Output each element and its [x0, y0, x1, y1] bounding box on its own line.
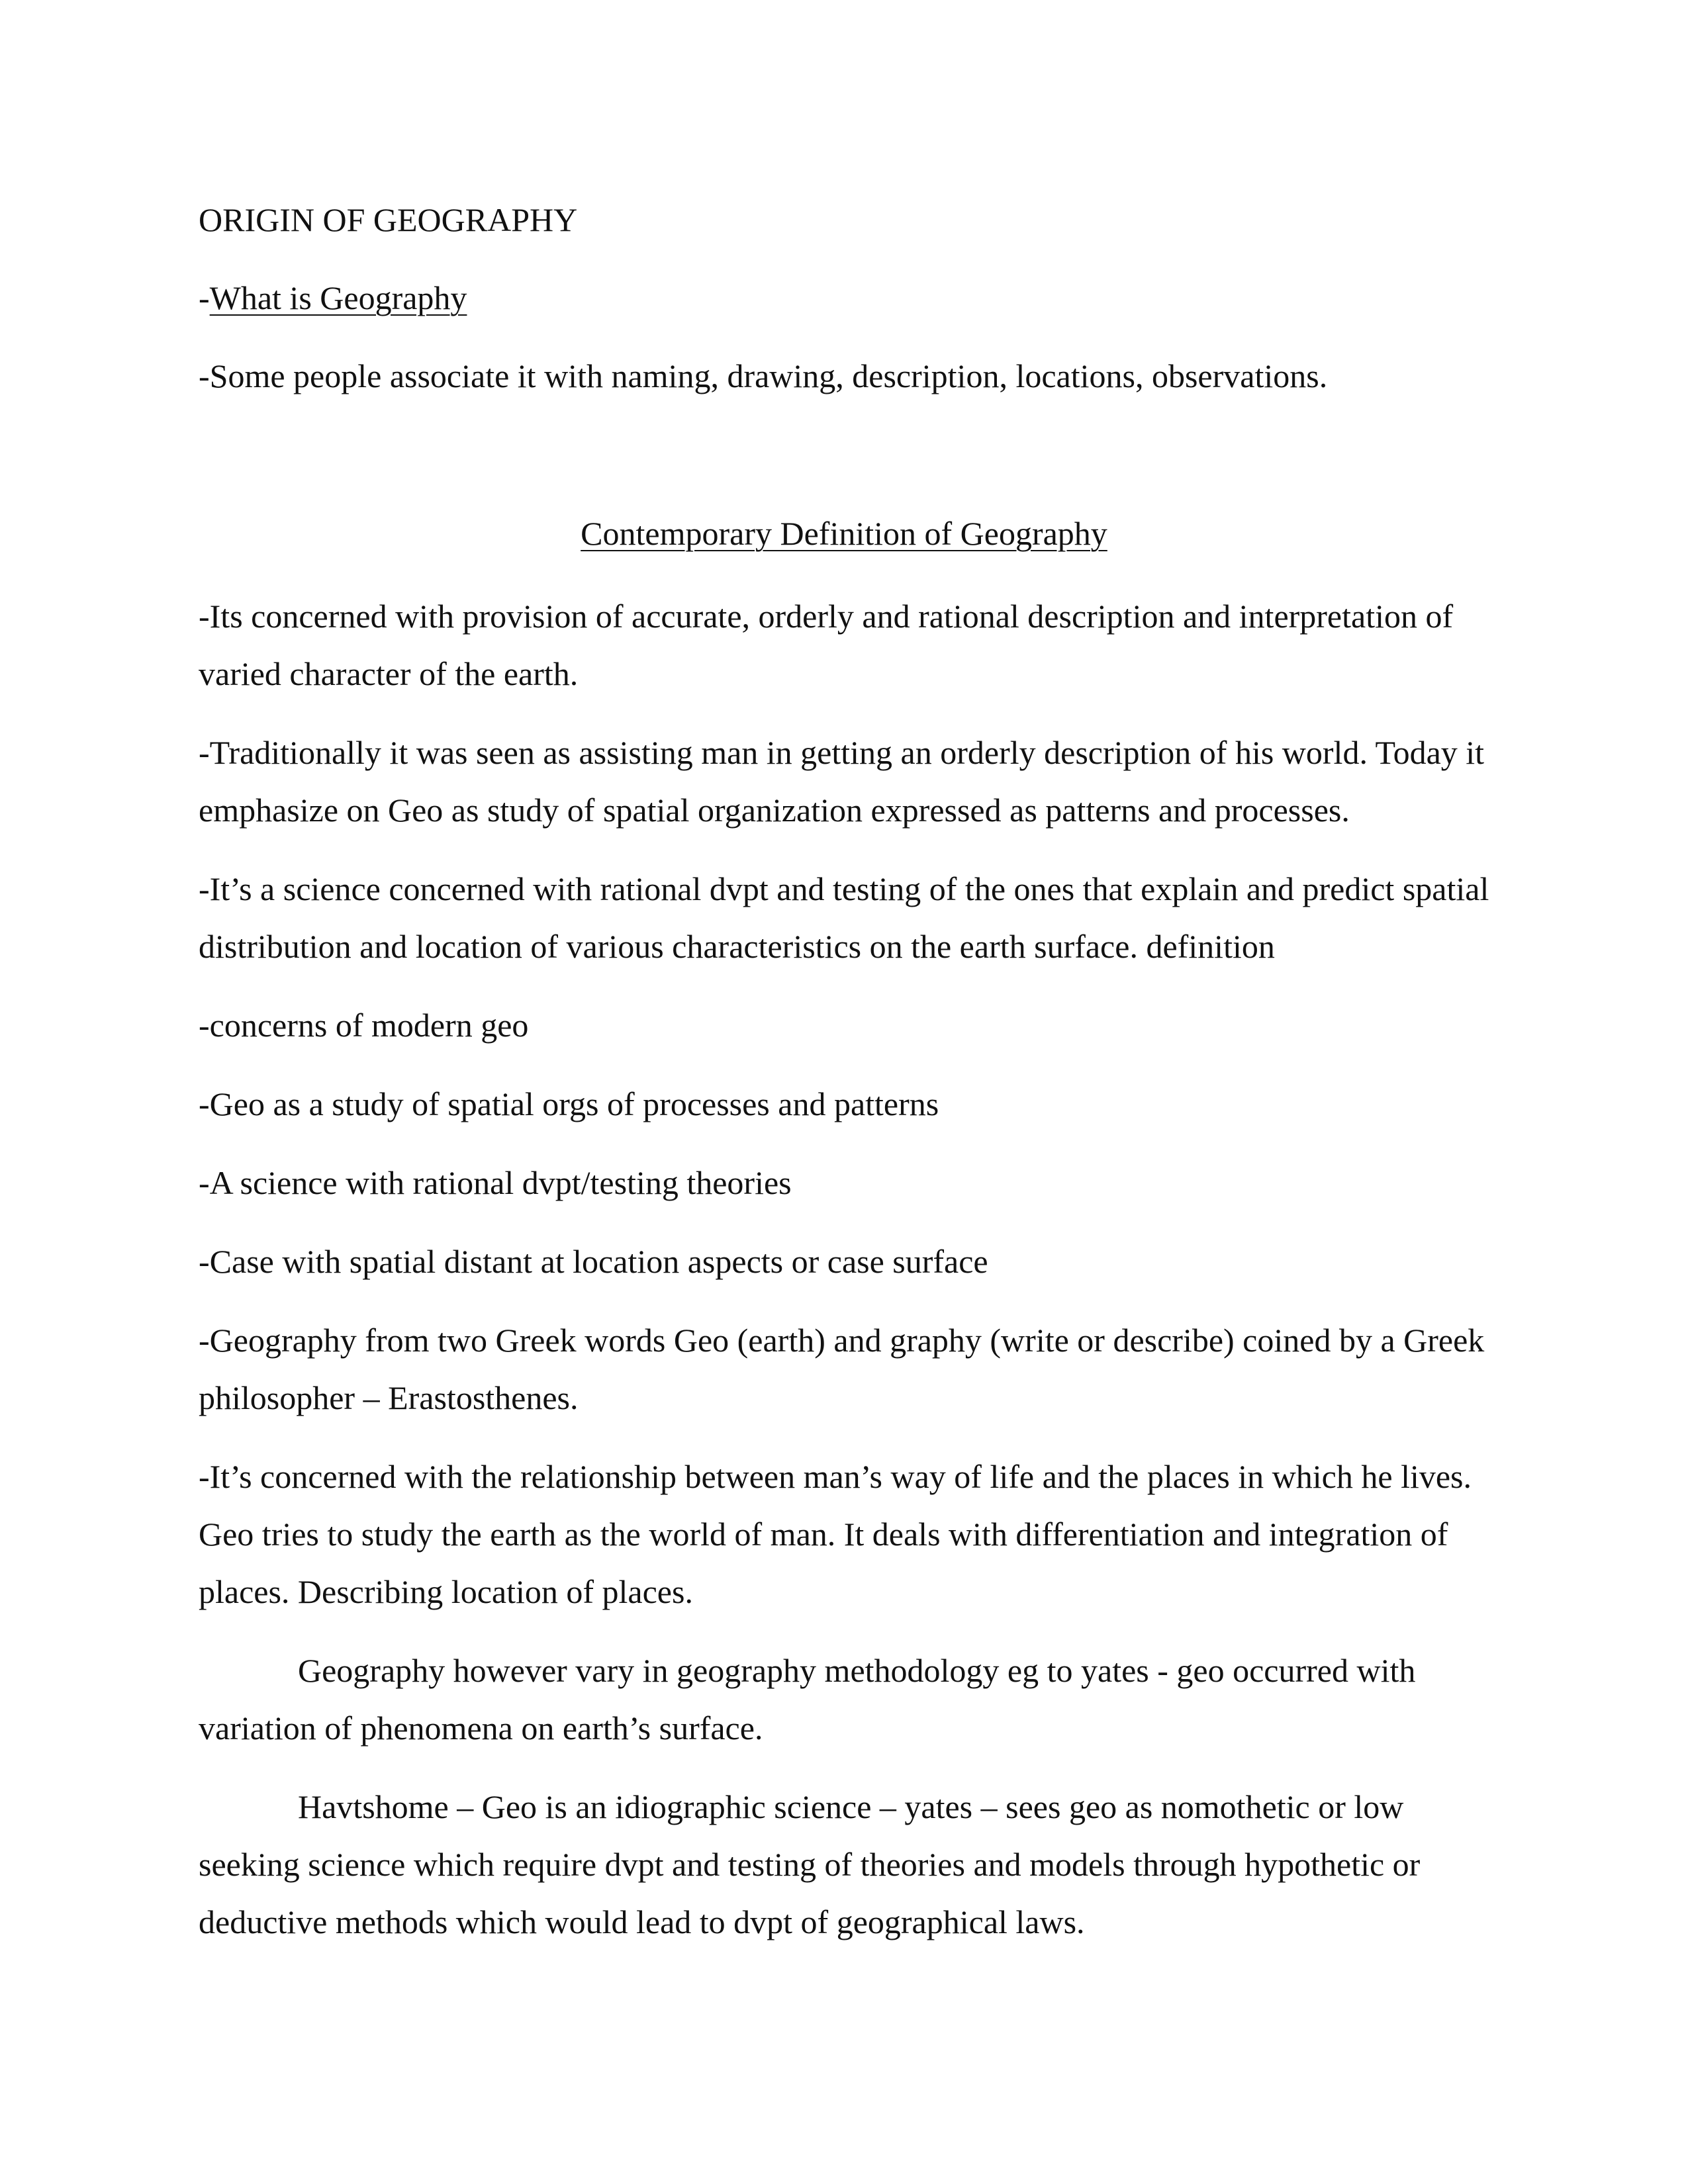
section-heading	[199, 510, 1489, 557]
paragraph: -Case with spatial distant at location aspects or case surface	[199, 1243, 988, 1280]
paragraph-indented: Havtshome – Geo is an idiographic science – yates – sees geo as nomothetic or low seeking science which require dvpt and testing of theories and models through hypothetic or deductive methods which would lead to dvpt of geographical laws.	[199, 1788, 1421, 1940]
sub-heading	[199, 274, 1489, 322]
paragraph: -Its concerned with provision of accurate, orderly and rational description and interpretation of varied character of the earth.	[199, 598, 1454, 692]
paragraph: -It’s concerned with the relationship between man’s way of life and the places in which he lives. Geo tries to study the earth as the world of man. It deals with differentiation and integration of places. Describing location of places.	[199, 1458, 1472, 1610]
paragraph: -Geo as a study of spatial orgs of processes and patterns	[199, 1085, 939, 1122]
paragraph-indented: Geography however vary in geography methodology eg to yates - geo occurred with variation of phenomena on earth’s surface.	[199, 1652, 1416, 1747]
paragraph: -A science with rational dvpt/testing theories	[199, 1164, 792, 1201]
sub-heading-prefix: -	[199, 279, 210, 316]
paragraph-list	[199, 588, 1489, 1951]
paragraph: -concerns of modern geo	[199, 1007, 529, 1044]
paragraph: -Geography from two Greek words Geo (earth) and graphy (write or describe) coined by a Greek philosopher – Erastosthenes.	[199, 1322, 1485, 1416]
sub-heading-text: What is Geography	[209, 279, 467, 316]
paragraph: -It’s a science concerned with rational dvpt and testing of the ones that explain and predict spatial distribution and location of various characteristics on the earth surface. definition	[199, 870, 1489, 965]
lead-paragraph: -Some people associate it with naming, drawing, description, locations, observations.	[199, 357, 1328, 394]
document-title: ORIGIN OF GEOGRAPHY	[199, 201, 578, 238]
paragraph: -Traditionally it was seen as assisting man in getting an orderly description of his world. Today it emphasize on Geo as study of spatial organization expressed as patterns and processes.	[199, 734, 1485, 829]
document-body	[199, 196, 1489, 1972]
section-heading-text: Contemporary Definition of Geography	[581, 515, 1107, 552]
